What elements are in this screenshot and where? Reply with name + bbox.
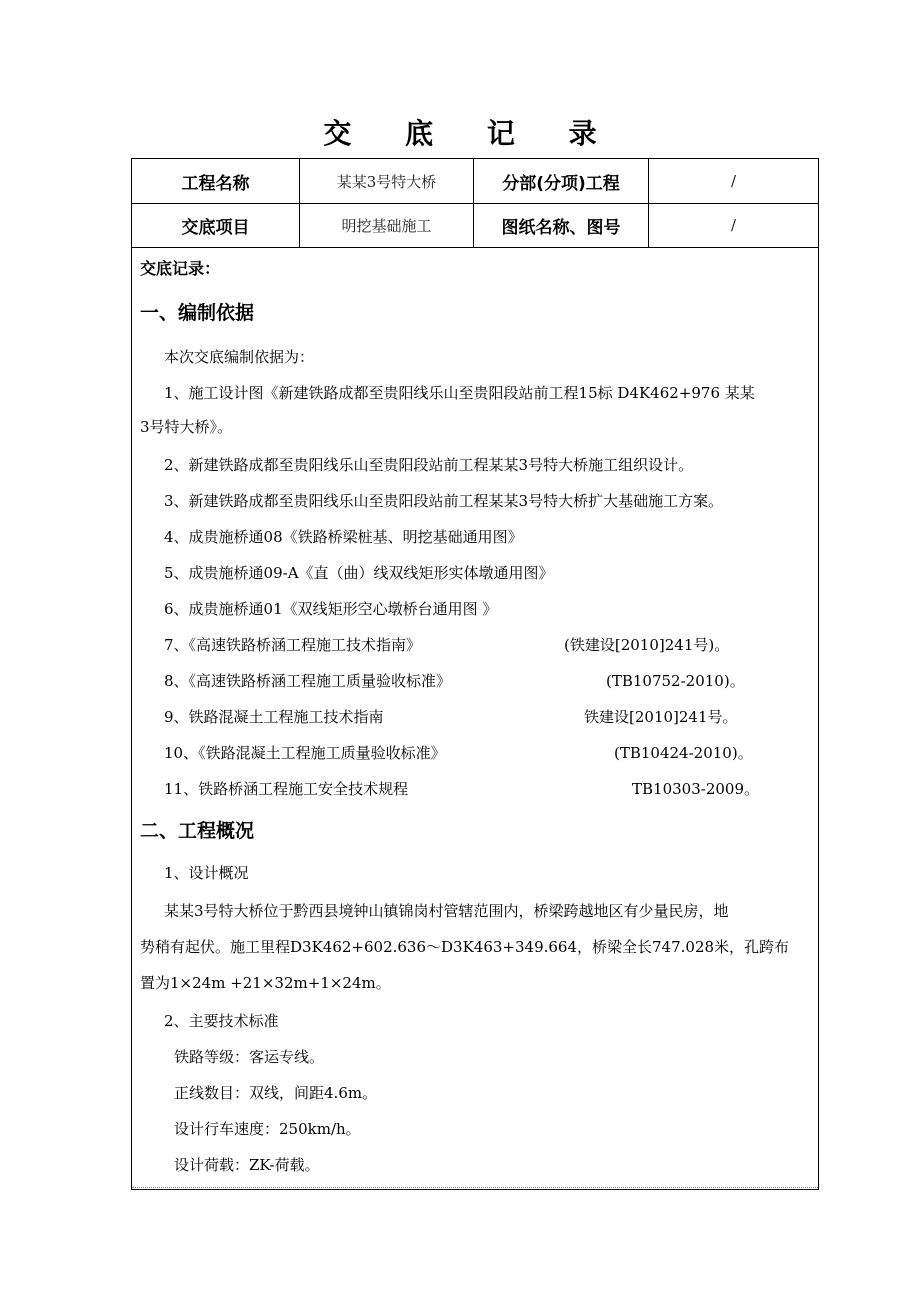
item-value: 明挖基础施工 <box>300 203 474 247</box>
overview-line: 置为1×24m +21×32m+1×24m。 <box>140 974 391 992</box>
basis-item: 5、成贵施桥通09-A《直（曲）线双线矩形实体墩通用图》 <box>164 564 554 582</box>
drawing-value: / <box>730 216 737 234</box>
standard-line: 正线数目：双线，间距4.6m。 <box>174 1084 378 1102</box>
basis-item: 10、《铁路混凝土工程施工质量验收标准》 <box>164 744 446 762</box>
basis-ref: 铁建设[2010]241号。 <box>584 708 738 726</box>
basis-ref: (铁建设[2010]241号)。 <box>564 636 730 654</box>
basis-item: 3号特大桥》。 <box>140 418 233 436</box>
basis-ref: TB10303-2009。 <box>632 780 759 798</box>
basis-item: 2、新建铁路成都至贵阳线乐山至贵阳段站前工程某某3号特大桥施工组织设计。 <box>164 456 694 474</box>
record-table <box>131 158 819 1190</box>
header-row-1 <box>132 159 818 204</box>
project-name-value: 某某3号特大桥 <box>300 159 474 203</box>
header-row-2 <box>132 203 818 248</box>
overview-line: 某某3号特大桥位于黔西县境钟山镇锦岗村管辖范围内，桥梁跨越地区有少量民房，地 <box>164 902 729 920</box>
sub-heading: 2、主要技术标准 <box>164 1012 279 1030</box>
project-name-label: 工程名称 <box>132 159 300 203</box>
item-label: 交底项目 <box>132 203 300 247</box>
basis-ref: (TB10424-2010)。 <box>614 744 753 762</box>
basis-item: 3、新建铁路成都至贵阳线乐山至贵阳段站前工程某某3号特大桥扩大基础施工方案。 <box>164 492 724 510</box>
standard-line: 设计荷载：ZK-荷载。 <box>174 1156 320 1174</box>
basis-item: 1、施工设计图《新建铁路成都至贵阳线乐山至贵阳段站前工程15标 D4K462+976 某某 <box>164 384 755 402</box>
standard-line: 铁路等级：客运专线。 <box>174 1048 325 1066</box>
basis-item: 4、成贵施桥通08《铁路桥梁桩基、明挖基础通用图》 <box>164 528 523 546</box>
division-value: / <box>730 172 737 190</box>
drawing-label: 图纸名称、图号 <box>474 203 649 247</box>
basis-item: 7、《高速铁路桥涵工程施工技术指南》 <box>164 636 422 654</box>
division-label: 分部(分项)工程 <box>474 159 649 203</box>
standard-line: 设计行车速度：250km/h。 <box>174 1120 361 1138</box>
basis-item: 6、成贵施桥通01《双线矩形空心墩桥台通用图 》 <box>164 600 498 618</box>
record-label: 交底记录： <box>140 259 221 278</box>
sub-heading: 1、设计概况 <box>164 864 249 882</box>
basis-item: 11、铁路桥涵工程施工安全技术规程 <box>164 780 409 798</box>
overview-line: 势稍有起伏。施工里程D3K462+602.636～D3K463+349.664，桥梁全长747.028米，孔跨布 <box>140 938 790 956</box>
section-2-title: 二、工程概况 <box>140 820 255 842</box>
basis-ref: (TB10752-2010)。 <box>606 672 745 690</box>
basis-item: 9、铁路混凝土工程施工技术指南 <box>164 708 384 726</box>
basis-item: 8、《高速铁路桥涵工程施工质量验收标准》 <box>164 672 452 690</box>
bottom-divider <box>132 1187 818 1188</box>
document-title: 交 底 记 录 <box>323 117 619 150</box>
intro-text: 本次交底编制依据为： <box>164 348 315 366</box>
section-1-title: 一、编制依据 <box>140 302 255 324</box>
